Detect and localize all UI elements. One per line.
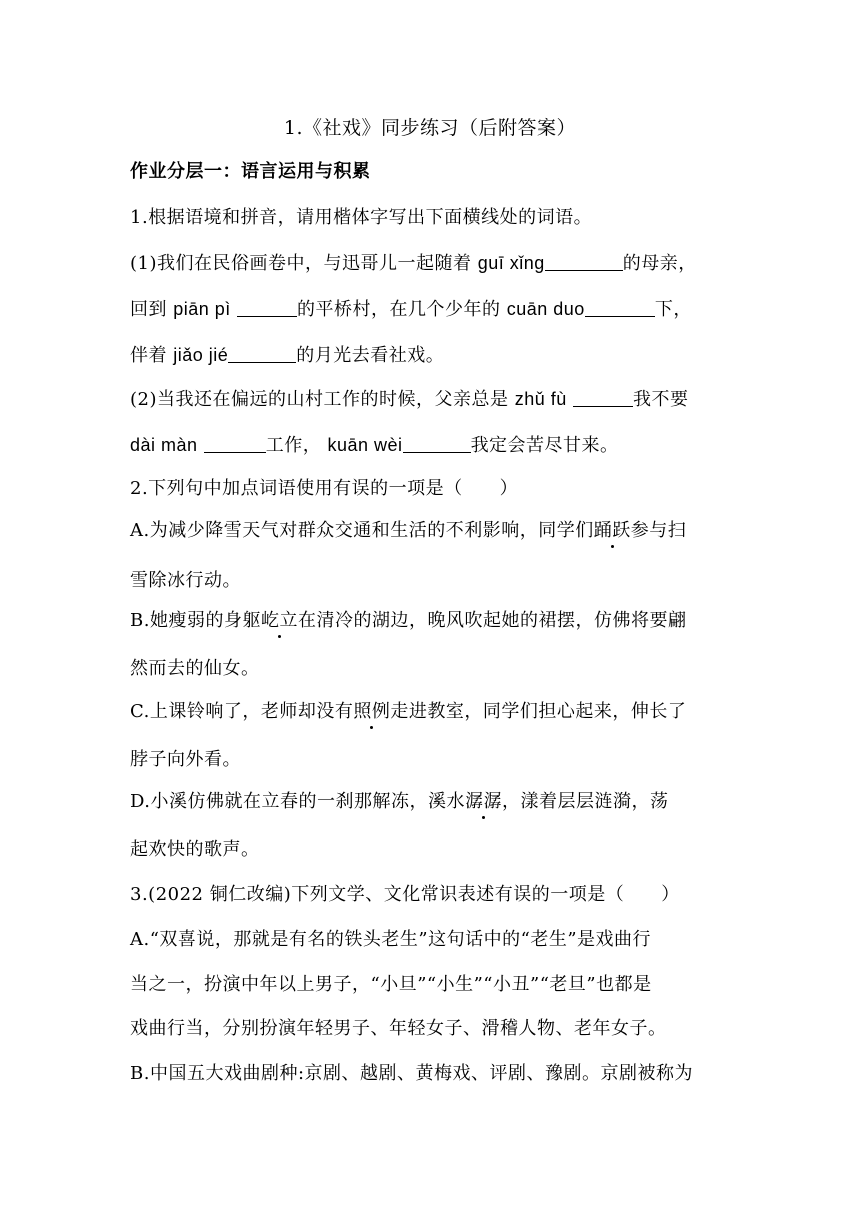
answer-blank[interactable] xyxy=(237,298,297,317)
dotted-word: 潺潺 xyxy=(465,791,503,812)
q1-p1-line1: (1)我们在民俗画卷中，与迅哥儿一起随着 guī xǐng 的母亲， xyxy=(130,253,697,274)
q3-option-a-line1: A.“双喜说，那就是有名的铁头老生”这句话中的“老生”是戏曲行 xyxy=(130,929,652,950)
q2-option-c: C.上课铃响了，老师却没有照例走进教室，同学们担心起来，伸长了 xyxy=(130,701,687,722)
pinyin-kuan-wei: kuān wèi xyxy=(327,435,403,455)
q1-stem: 1.根据语境和拼音，请用楷体字写出下面横线处的词语。 xyxy=(130,207,593,228)
q2-option-d-cont: 起欢快的歌声。 xyxy=(130,839,260,860)
answer-blank[interactable] xyxy=(403,434,471,453)
q2-option-b: B.她瘦弱的身躯屹立在清冷的湖边，晚风吹起她的裙摆，仿佛将要翩 xyxy=(130,610,687,631)
pinyin-dai-man: dài màn xyxy=(130,435,198,455)
q1-p1-line3: 伴着 jiǎo jié 的月光去看社戏。 xyxy=(130,345,445,366)
section-heading: 作业分层一：语言运用与积累 xyxy=(130,161,371,182)
q1-p2-line2: dài màn 工作， kuān wèi 我定会苦尽甘来。 xyxy=(130,435,619,456)
q2-option-a-cont: 雪除冰行动。 xyxy=(130,570,241,591)
dotted-word: 踊跃 xyxy=(593,520,631,541)
answer-blank[interactable] xyxy=(228,344,296,363)
answer-blank[interactable] xyxy=(204,434,266,453)
answer-blank[interactable] xyxy=(585,298,655,317)
q1-p1-line2: 回到 piān pì 的平桥村，在几个少年的 cuān duo 下， xyxy=(130,299,692,320)
q1-p2-line1: (2)当我还在偏远的山村工作的时候，父亲总是 zhǔ fù 我不要 xyxy=(130,389,689,410)
q3-option-a-line3: 戏曲行当，分别扮演年轻男子、年轻女子、滑稽人物、老年女子。 xyxy=(130,1018,667,1039)
q3-option-a-line2: 当之一，扮演中年以上男子，“小旦”“小生”“小丑”“老旦”也都是 xyxy=(130,974,652,995)
q2-option-d: D.小溪仿佛就在立春的一刹那解冻，溪水潺潺，漾着层层涟漪，荡 xyxy=(130,791,669,812)
dotted-word: 照例 xyxy=(353,701,391,722)
q2-option-b-cont: 然而去的仙女。 xyxy=(130,658,260,679)
dotted-word: 屹立 xyxy=(260,610,298,631)
answer-blank[interactable] xyxy=(573,388,633,407)
q2-option-a: A.为减少降雪天气对群众交通和生活的不利影响，同学们踊跃参与扫 xyxy=(130,520,687,541)
pinyin-zhu-fu: zhǔ fù xyxy=(514,389,567,409)
pinyin-jiao-jie: jiǎo jié xyxy=(173,345,229,365)
q2-stem: 2.下列句中加点词语使用有误的一项是（ ） xyxy=(130,478,519,499)
q3-option-b-line1: B.中国五大戏曲剧种:京剧、越剧、黄梅戏、评剧、豫剧。京剧被称为 xyxy=(130,1063,694,1084)
pinyin-pian-pi: piān pì xyxy=(173,299,231,319)
page-title: 1.《社戏》同步练习（后附答案） xyxy=(283,117,577,139)
answer-blank[interactable] xyxy=(545,252,623,271)
q3-stem: 3.(2022 铜仁改编)下列文学、文化常识表述有误的一项是（ ） xyxy=(130,884,680,905)
q2-option-c-cont: 脖子向外看。 xyxy=(130,749,241,770)
pinyin-gui-xing: guī xǐng xyxy=(477,253,545,273)
pinyin-cuan-duo: cuān duo xyxy=(506,299,585,319)
